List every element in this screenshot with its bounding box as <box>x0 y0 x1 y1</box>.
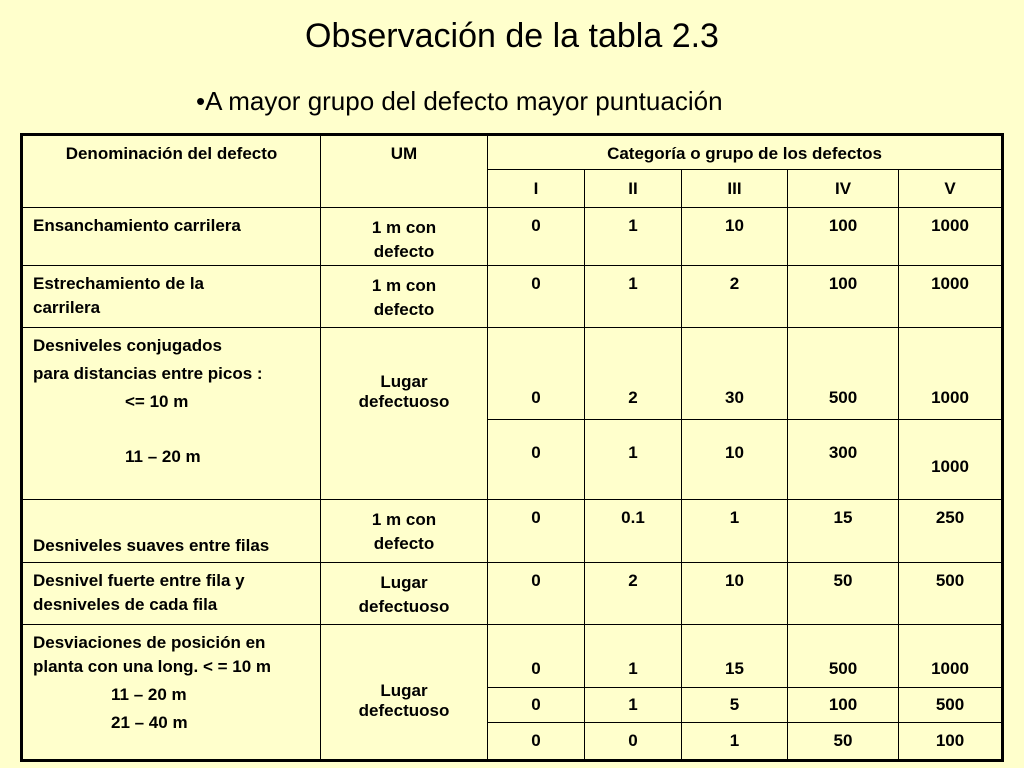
value-cell: 5 <box>682 688 788 723</box>
value-cell: 1 <box>682 723 788 761</box>
value-cell: 500 <box>788 625 899 688</box>
value-cell: 300 <box>788 420 899 500</box>
value-cell: 50 <box>788 563 899 625</box>
value-cell: 30 <box>682 328 788 420</box>
defects-table <box>20 133 1004 762</box>
value-cell: 15 <box>788 500 899 563</box>
value-cell: 1 <box>682 500 788 563</box>
value-cell: 10 <box>682 208 788 266</box>
defect-name: Desnivel fuerte entre fila y desniveles de cada fila <box>22 563 321 625</box>
value-cell: 50 <box>788 723 899 761</box>
table-row <box>22 266 1003 328</box>
group-header-cell: IV <box>788 170 899 208</box>
value-cell: 0 <box>488 420 585 500</box>
defect-um: 1 m con defecto <box>321 208 488 266</box>
value-cell: 0 <box>488 208 585 266</box>
value-cell: 0 <box>488 328 585 420</box>
defect-name: Desviaciones de posición en planta con una long. < = 10 m 11 – 20 m 21 – 40 m <box>22 625 321 761</box>
defect-um: 1 m con defecto <box>321 500 488 563</box>
value-cell: 1000 <box>899 420 1003 500</box>
defect-name: Desniveles suaves entre filas <box>22 500 321 563</box>
value-cell: 1 <box>585 688 682 723</box>
table-row <box>22 328 1003 420</box>
value-cell: 1 <box>585 208 682 266</box>
defect-um: Lugar defectuoso <box>321 563 488 625</box>
value-cell: 1000 <box>899 328 1003 420</box>
value-cell: 100 <box>788 688 899 723</box>
defect-um: Lugar defectuoso <box>321 625 488 761</box>
value-cell: 0.1 <box>585 500 682 563</box>
defect-um: 1 m con defecto <box>321 266 488 328</box>
value-cell: 0 <box>488 266 585 328</box>
header-row <box>22 135 1003 170</box>
value-cell: 10 <box>682 563 788 625</box>
table-row <box>22 563 1003 625</box>
value-cell: 500 <box>899 688 1003 723</box>
defect-um: Lugar defectuoso <box>321 328 488 500</box>
slide-bullet: •A mayor grupo del defecto mayor puntuación <box>196 86 723 116</box>
defect-name: Ensanchamiento carrilera <box>22 208 321 266</box>
value-cell: 2 <box>682 266 788 328</box>
value-cell: 15 <box>682 625 788 688</box>
defect-name: Desniveles conjugados para distancias entre picos : <= 10 m 11 – 20 m <box>22 328 321 500</box>
value-cell: 1 <box>585 266 682 328</box>
value-cell: 1 <box>585 625 682 688</box>
group-header-cell: III <box>682 170 788 208</box>
value-cell: 0 <box>488 723 585 761</box>
value-cell: 1000 <box>899 266 1003 328</box>
value-cell: 0 <box>488 500 585 563</box>
header-category: Categoría o grupo de los defectos <box>488 135 1003 170</box>
header-name: Denominación del defecto <box>22 135 321 208</box>
value-cell: 100 <box>788 208 899 266</box>
value-cell: 500 <box>788 328 899 420</box>
value-cell: 0 <box>585 723 682 761</box>
group-header-cell: I <box>488 170 585 208</box>
value-cell: 100 <box>788 266 899 328</box>
value-cell: 2 <box>585 328 682 420</box>
slide-title: Observación de la tabla 2.3 <box>305 17 719 55</box>
value-cell: 100 <box>899 723 1003 761</box>
value-cell: 0 <box>488 563 585 625</box>
value-cell: 500 <box>899 563 1003 625</box>
value-cell: 1000 <box>899 625 1003 688</box>
table-row <box>22 625 1003 688</box>
group-header-cell: V <box>899 170 1003 208</box>
table-row <box>22 208 1003 266</box>
value-cell: 10 <box>682 420 788 500</box>
value-cell: 0 <box>488 625 585 688</box>
value-cell: 250 <box>899 500 1003 563</box>
value-cell: 0 <box>488 688 585 723</box>
value-cell: 2 <box>585 563 682 625</box>
table-row <box>22 500 1003 563</box>
value-cell: 1000 <box>899 208 1003 266</box>
group-header-cell: II <box>585 170 682 208</box>
header-um: UM <box>321 135 488 208</box>
defect-name: Estrechamiento de la carrilera <box>22 266 321 328</box>
value-cell: 1 <box>585 420 682 500</box>
